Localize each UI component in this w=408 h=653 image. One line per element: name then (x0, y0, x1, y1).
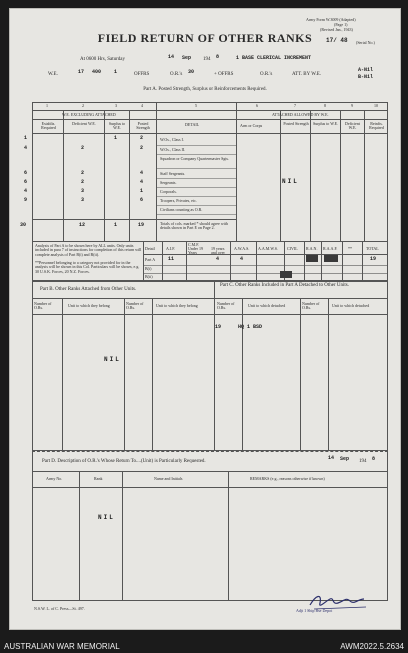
form-ref-line3: (Revised Jan., 1943) (320, 27, 353, 32)
at-year: 8 (216, 54, 220, 60)
at-unit: 1 BASE CLERICAL INCREMENT (236, 55, 312, 61)
serial-label: (Serial No.) (356, 40, 375, 45)
footer-right: AWM2022.5.2634 (340, 642, 404, 651)
col-r-surplus: Surplus to W.E. (312, 121, 339, 126)
part-d-col-remarks: REMARKS (e.g., reasons otherwise if known) (250, 476, 325, 481)
total-def: 12 (79, 222, 86, 228)
offrs-label: OFFRS (134, 72, 150, 77)
analysis-head-aamws: A.A.M.W.S. (258, 246, 278, 251)
analysis-head-detail: Detail (145, 246, 155, 251)
analysis-head-raaf: R.A.A.F. (323, 246, 338, 251)
page-title: FIELD RETURN OF OTHER RANKS (97, 31, 313, 45)
col-r-reinfts: Reinfts. Required (369, 121, 384, 130)
row1-est: 1 (24, 135, 28, 141)
part-a-title: Part A. Posted Strength, Surplus or Reinforcements Required. (143, 87, 267, 92)
analysis-total: 19 (370, 256, 377, 262)
form-ref-line2: (Page 1) (334, 22, 348, 27)
row6-est: 4 (24, 188, 28, 194)
row5-est: 6 (24, 179, 28, 185)
part-a-nil: NIL (282, 178, 299, 185)
row6-def: 3 (81, 188, 85, 194)
signature-title: Adjt 1 Ship Bse Depot (296, 608, 333, 613)
at-month: Sep (182, 55, 192, 61)
part-d-year-suffix: 8 (372, 456, 376, 462)
detail-row-4: Staff Sergeants. (160, 171, 186, 176)
part-d-year: 194 (359, 459, 367, 464)
row6-post: 1 (140, 188, 144, 194)
col-num-3: 3 (115, 103, 117, 108)
part-b-col4: Unit to which they belong (156, 303, 198, 308)
analysis-head-cmf-under: C.M.F. Under 19 Years (188, 242, 203, 255)
part-b-title: Part B. Other Ranks Attached from Other Units. (40, 287, 137, 292)
col-num-1: 1 (46, 103, 48, 108)
part-d-month: Sep (340, 456, 350, 462)
row7-post: 6 (140, 197, 144, 203)
ink-blot (306, 255, 318, 262)
att-allowed-header: ATTACHED ALLOWED BY W.E. (272, 112, 329, 117)
detail-row-5: Sergeants. (160, 180, 177, 185)
row2-est: 4 (24, 145, 28, 151)
col-num-2: 2 (82, 103, 84, 108)
totals-label: Totals of cols. marked * should agree with details shown in Part E on Page 2. (160, 221, 228, 230)
col-num-8: 8 (324, 103, 326, 108)
col-r-posted: Posted Strength (283, 121, 309, 126)
analysis-aif: 11 (168, 256, 175, 262)
col-num-7: 7 (294, 103, 296, 108)
detail-header: DETAIL (185, 122, 200, 127)
part-c-col3: Number of O.Rs. (302, 301, 320, 310)
analysis-row-bii: B(ii) (145, 274, 153, 279)
part-d-col-name: Name and Initials (154, 476, 183, 481)
total-sur: 1 (114, 222, 118, 228)
we-label: W.E. (48, 72, 58, 77)
at-year-prefix: 194 (203, 57, 211, 62)
analysis-head-total: TOTAL (366, 246, 379, 251)
col-num-10: 10 (374, 103, 378, 108)
part-b-nil: NIL (104, 356, 121, 363)
we-val: 17 (78, 69, 85, 75)
row4-est: 6 (24, 170, 28, 176)
at-prefix: At 0600 Hrs, Saturday (80, 57, 125, 62)
detail-row-7: Troopers, Privates, etc. (160, 198, 197, 203)
we-excl-header: W.E. EXCLUDING ATTACHED (62, 112, 116, 117)
col-posted: Posted Strength (136, 121, 150, 130)
row4-post: 4 (140, 170, 144, 176)
ors-val: 30 (188, 69, 195, 75)
ink-blot (280, 271, 292, 278)
part-c-col1: Number of O.Rs. (217, 301, 235, 310)
row1-post: 2 (140, 135, 144, 141)
part-c-col2: Unit to which detached (248, 303, 286, 308)
title-date: 17/ 48 (326, 37, 348, 44)
part-d-title: Part D. Description of O.R.'s Whose Return To....(Unit) is Particularly Requested. (42, 459, 206, 464)
col-establis: Establis. Required (41, 121, 56, 130)
part-d-nil: NIL (98, 514, 115, 521)
part-c-col4: Unit to which detached (332, 303, 370, 308)
part-c-unit: HQ 1 BSD (238, 324, 263, 330)
ors-label: O.R.'s (170, 72, 183, 77)
we-val3: 1 (114, 69, 118, 75)
att-val1: A-Nil (358, 67, 374, 73)
col-arm-corps: Arm or Corps (240, 123, 263, 128)
att-val2: B-Nil (358, 74, 374, 80)
part-d-col-rank: Rank (94, 476, 103, 481)
col-num-4: 4 (141, 103, 143, 108)
row4-def: 2 (81, 170, 85, 176)
at-day: 14 (168, 54, 175, 60)
analysis-note2: **Personnel belonging to a category not provided for in the analysis will be shown in this Col. Particulars will be shown, e.g. 30 U.S.K. Forces, 20 N.Z. Forces. (35, 260, 140, 274)
row1-sur: 1 (114, 135, 118, 141)
part-b-col3: Number of O.Rs. (126, 301, 144, 310)
analysis-row-part-a: Part A (145, 257, 156, 262)
detail-row-2: W.Os., Class II. (160, 147, 186, 152)
row5-def: 2 (81, 179, 85, 185)
analysis-head-awas: A.W.A.S. (234, 246, 250, 251)
analysis-cmf-over: 4 (216, 256, 220, 262)
form-sheet (9, 8, 401, 630)
detail-row-3: Squadron or Company Quartermaster Sgts. (160, 156, 229, 161)
analysis-row-bi: B(i) (145, 266, 152, 271)
detail-row-6: Corporals. (160, 189, 177, 194)
detail-row-8: Civilians counting as O.R. (160, 207, 203, 212)
col-r-deficient: Deficient W.E. (345, 121, 360, 130)
row7-def: 3 (81, 197, 85, 203)
footer-bar (0, 638, 408, 653)
footer-left: AUSTRALIAN WAR MEMORIAL (4, 642, 120, 651)
row7-est: 9 (24, 197, 28, 203)
col-num-5: 5 (195, 103, 197, 108)
part-d-col-army-no: Army No. (46, 476, 63, 481)
analysis-note: Analysis of Part A to be shown here by ALL units. Only units included in para 7 of instructions for completion of this return will complete analysis of Part B(i) and B(ii). (35, 243, 142, 257)
ink-blot (324, 255, 338, 262)
total-est: 30 (20, 222, 27, 228)
form-ref-line1: Army Form W.3009 (Adapted) (306, 17, 356, 22)
analysis-head-cmf-over: 19 years and over (211, 246, 225, 255)
analysis-head-ran: R.A.N. (306, 246, 318, 251)
col-num-9: 9 (351, 103, 353, 108)
row2-def: 2 (81, 145, 85, 151)
analysis-head-civil: CIVIL (287, 246, 298, 251)
col-num-6: 6 (256, 103, 258, 108)
plus-ors-label: O.R.'s (260, 72, 273, 77)
part-b-col2: Unit to which they belong (68, 303, 110, 308)
detail-row-1: W.Os., Class I. (160, 137, 184, 142)
col-deficient: Deficient W.E. (72, 121, 96, 126)
part-c-title: Part C. Other Ranks Included in Part A Detached to Other Units. (220, 283, 350, 288)
we-val2: 400 (92, 69, 102, 75)
total-post: 19 (138, 222, 145, 228)
plus-offrs-label: + OFFRS (214, 72, 234, 77)
part-c-number: 19 (215, 324, 222, 330)
part-d-day: 14 (328, 455, 335, 461)
analysis-head-other: ** (348, 246, 352, 251)
part-b-col1: Number of O.Rs. (34, 301, 52, 310)
part-d-box (32, 451, 388, 601)
row2-post: 2 (140, 145, 144, 151)
analysis-head-aif: A.I.F. (166, 246, 176, 251)
col-surplus: Surplus to W.E. (108, 121, 126, 130)
analysis-awas: 4 (240, 256, 244, 262)
row5-post: 4 (140, 179, 144, 185)
printer-line: N.S.W. L. of C. Press—St. 497. (34, 606, 85, 611)
att-label: ATT. BY W.E. (292, 72, 322, 77)
